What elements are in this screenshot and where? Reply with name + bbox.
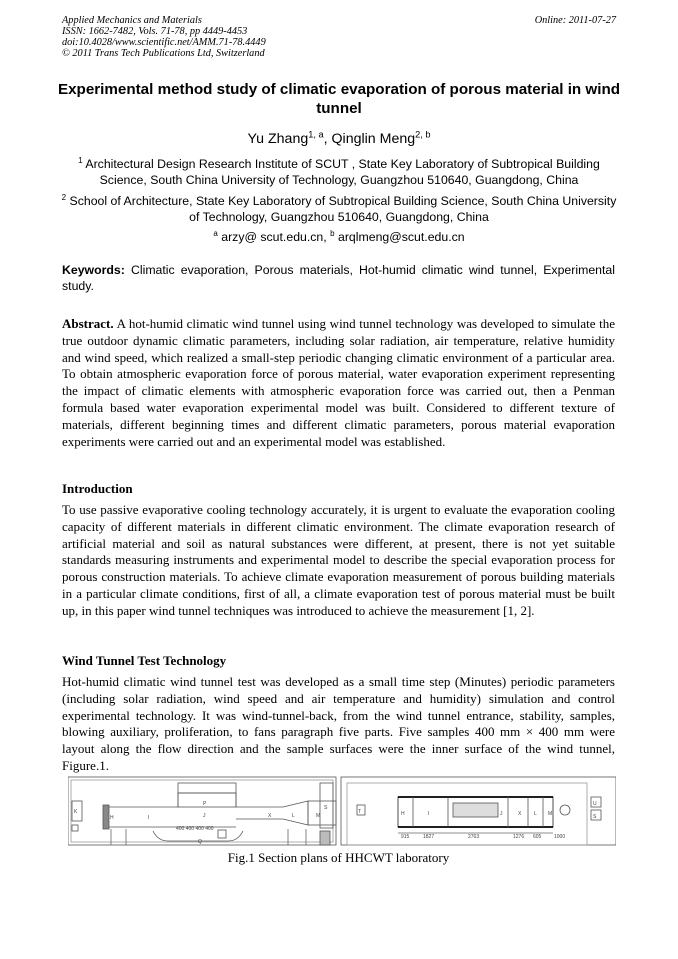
author-name: Yu Zhang xyxy=(247,131,309,147)
label-j: J xyxy=(203,813,206,819)
abstract xyxy=(62,316,615,450)
author-emails xyxy=(55,229,623,245)
affil-text: Architectural Design Research Institute of SCUT , State Key Laboratory of Subtropical Building Science, South China University of Technology, Guangzhou 510640, Guangdong, China xyxy=(85,157,600,187)
email-b[interactable]: arqlmeng@scut.edu.cn xyxy=(337,230,465,244)
label-k: K xyxy=(74,809,78,815)
label-q: Q xyxy=(198,839,202,845)
label-i-right: I xyxy=(428,811,430,817)
email-sup: a xyxy=(213,228,218,238)
label-s: S xyxy=(324,805,328,811)
journal-name: Applied Mechanics and Materials xyxy=(62,15,202,26)
author-list xyxy=(55,130,623,148)
wind-tunnel-text: Hot-humid climatic wind tunnel test was developed as a small time step (Minutes) periodic parameters (including solar radiation, wind speed and air temperature and humidity) simulation and control experimental technology. It was wind-tunnel-back, from the wind tunnel entrance, stability, samples, blowing auxiliary, proliferation, to fans paragraph five parts. Five samples 400 mm × 400 mm were layout along the flow direction and the sample surfaces were the inner surface of the wind tunnel, Figure.1. xyxy=(62,674,615,773)
affiliation-2 xyxy=(55,193,623,225)
keywords-label: Keywords: xyxy=(62,263,125,277)
issn: ISSN: 1662-7482, Vols. 71-78, pp 4449-4453 xyxy=(62,26,248,37)
label-m-right: M xyxy=(548,811,553,817)
dim-2: 1827 xyxy=(423,834,435,840)
label-j-right: J xyxy=(500,811,503,817)
label-h: H xyxy=(110,815,114,821)
label-samples: 400 400 400 400 xyxy=(176,826,214,832)
label-x: X xyxy=(268,813,272,819)
section-heading-introduction: Introduction xyxy=(62,481,133,496)
paper-title: Experimental method study of climatic evaporation of porous material in wind tunnel xyxy=(57,81,621,117)
affil-sup: 1 xyxy=(78,155,83,165)
dim-5: 605 xyxy=(533,834,542,840)
label-x-right: X xyxy=(518,811,522,817)
affiliation-1 xyxy=(55,156,623,188)
keywords xyxy=(62,262,615,294)
section-heading-wind-tunnel: Wind Tunnel Test Technology xyxy=(62,653,227,668)
dim-6: 1000 xyxy=(554,834,566,840)
journal-header xyxy=(62,15,616,59)
author-name: Qinglin Meng xyxy=(331,131,416,147)
author-affil-sup: 1, a xyxy=(308,129,324,140)
abstract-label: Abstract. xyxy=(62,316,114,331)
label-i: I xyxy=(148,815,150,821)
label-l: L xyxy=(292,813,295,819)
introduction-text: To use passive evaporative cooling technology accurately, it is urgent to evaluate the evaporation cooling capacity of different materials in different climatic environment. The climate evaporation research of artificial material and soil as natural substances were different, at present, there is not yet suitable standards measuring instruments and experimental model to describe the special evaporation process for porous construction materials. To achieve climate evaporation measurement of porous building materials in a particular climate conditions, first of all, a climate evaporation test of porous material must be built up, in this paper wind tunnel techniques was introduced to achieve the measurement [1, 2]. xyxy=(62,502,615,618)
author-separator: , xyxy=(323,131,332,147)
affil-text: School of Architecture, State Key Laboratory of Subtropical Building Science, South China University of Technology, Guangzhou 510640, Guangdong, China xyxy=(69,194,617,224)
copyright: © 2011 Trans Tech Publications Ltd, Switzerland xyxy=(62,48,265,59)
label-p: P xyxy=(203,801,207,807)
email-sup: b xyxy=(330,228,335,238)
label-l-right: L xyxy=(534,811,537,817)
label-h-right: H xyxy=(401,811,405,817)
label-m: M xyxy=(316,813,321,819)
doi: doi:10.4028/www.scientific.net/AMM.71-78.4449 xyxy=(62,37,266,48)
left-section-drawing xyxy=(68,777,336,845)
dim-4: 1276 xyxy=(513,834,525,840)
dim-1: 915 xyxy=(401,834,410,840)
label-s-right: S xyxy=(593,814,597,820)
figure-section-plans xyxy=(68,775,616,847)
online-date: Online: 2011-07-27 xyxy=(534,15,616,26)
label-u: U xyxy=(593,801,597,807)
dim-3: 2763 xyxy=(468,834,480,840)
figure-caption: Fig.1 Section plans of HHCWT laboratory xyxy=(227,850,450,865)
abstract-text: A hot-humid climatic wind tunnel using wind tunnel technology was developed to simulate the true outdoor dynamic climatic parameters, including solar radiation, air temperature, relative humidity and wind speed, which realized a small-step periodic changing climatic environment of a particular area. To obtain atmospheric evaporation force of porous material, water evaporation experiment representing the impact of climatic elements with atmospheric evaporation force was carried out, then a Penman formula based water evaporation experimental model was built. Considered to different texture of materials, different beginning times and different climatic parameters, porous material evaporation experiments were carried out and an experimental model was established. xyxy=(62,316,615,449)
hhcwt-drawings xyxy=(68,775,616,847)
email-a[interactable]: arzy@ scut.edu.cn, xyxy=(221,230,327,244)
keywords-text: Climatic evaporation, Porous materials, Hot-humid climatic wind tunnel, Experimental study. xyxy=(62,263,615,293)
affil-sup: 2 xyxy=(61,192,67,202)
author-affil-sup: 2, b xyxy=(415,129,431,140)
label-t: T xyxy=(358,809,362,815)
